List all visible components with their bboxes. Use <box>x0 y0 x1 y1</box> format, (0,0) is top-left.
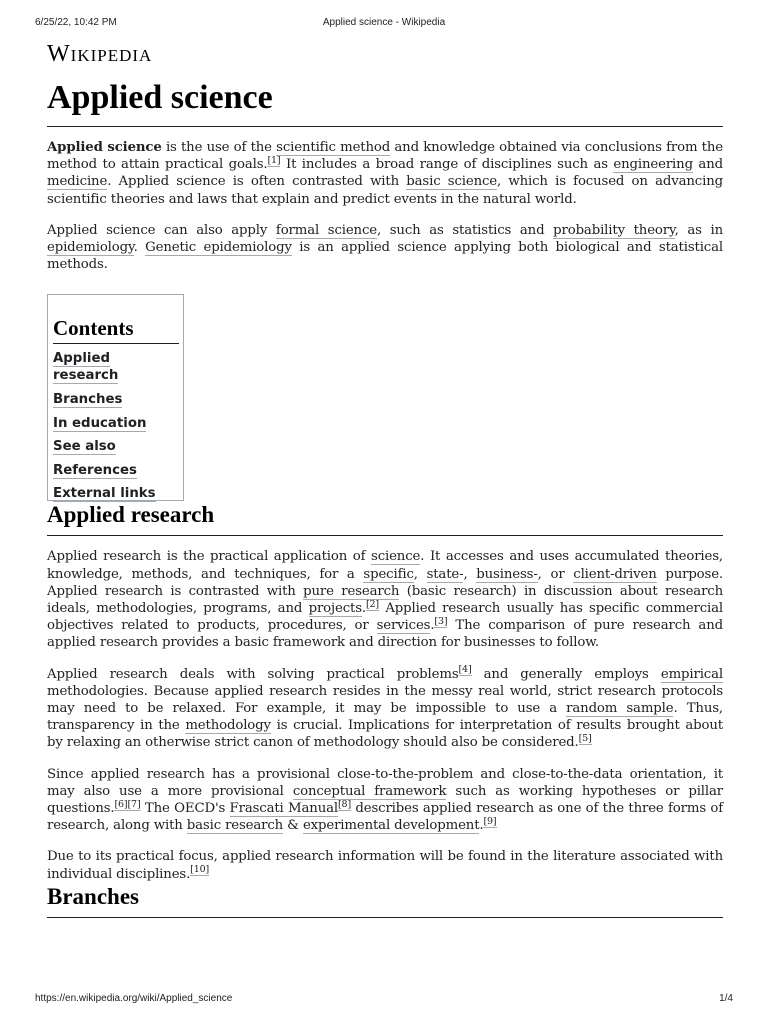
applied-research-paragraph-4 <box>47 848 723 882</box>
wikipedia-wordmark-logo[interactable]: Wikipedia <box>47 41 153 67</box>
link-science[interactable]: science <box>371 549 421 565</box>
text: (basic research) in discussion about research ideals, methodologies, programs, and <box>47 583 723 617</box>
toc-item-in-education[interactable]: In education <box>53 415 147 431</box>
table-of-contents <box>47 294 184 501</box>
title-divider <box>47 126 723 127</box>
text: & <box>283 818 303 834</box>
section-divider <box>47 535 723 536</box>
text: Applied research deals with solving practical problems <box>47 666 459 682</box>
citation-4[interactable]: [4] <box>458 664 472 676</box>
link-formal-science[interactable]: formal science <box>275 222 377 238</box>
citation-7[interactable]: [7] <box>127 798 141 810</box>
link-pure-research[interactable]: pure research <box>303 583 400 599</box>
section-heading-branches: Branches <box>47 883 139 909</box>
citation-5[interactable]: [5] <box>578 733 592 745</box>
text: . <box>430 618 435 634</box>
bold-term: Applied science <box>47 140 162 155</box>
link-frascati-manual[interactable]: Frascati Manual <box>229 801 338 817</box>
text: Applied research is the practical application of <box>47 549 372 565</box>
citation-3[interactable]: [3] <box>434 615 448 627</box>
text: . <box>133 240 146 256</box>
text: Since applied research has a provisional close-to-the-problem and close-to-the-data orientation, it may also use a more provisional <box>47 766 723 799</box>
text: is an applied science applying both biological and statistical methods. <box>47 240 723 273</box>
text: , or <box>537 566 574 582</box>
citation-6[interactable]: [6] <box>114 798 128 810</box>
toc-item-external-links[interactable]: External links <box>53 486 156 502</box>
link-specific[interactable]: specific <box>363 566 414 582</box>
text: , which is focused on advancing scientific theories and laws that explain and predict events in the natural world. <box>47 174 723 207</box>
text: . Applied science is often contrasted with <box>107 174 407 190</box>
print-url: https://en.wikipedia.org/wiki/Applied_science <box>35 993 233 1004</box>
text: Due to its practical focus, applied research information will be found in the literature associated with individual disciplines. <box>47 849 723 882</box>
link-basic-research[interactable]: basic research <box>186 818 284 834</box>
text: . It accesses and uses accumulated theories, knowledge, methods, and techniques, for a <box>47 549 723 582</box>
text: . <box>479 818 484 834</box>
text: It includes a broad range of disciplines such as <box>280 157 614 173</box>
citation-8[interactable]: [8] <box>338 798 352 810</box>
intro-paragraph-1 <box>47 139 723 208</box>
text: describes applied research as one of the three forms of research, along with <box>47 801 724 834</box>
toc-item-see-also[interactable]: See also <box>53 439 116 455</box>
toc-item-references[interactable]: References <box>53 462 137 478</box>
print-page-title: Applied science - Wikipedia <box>322 17 446 28</box>
link-genetic-epidemiology[interactable]: Genetic epidemiology <box>145 240 292 256</box>
text: , <box>413 566 427 582</box>
text: The OECD's <box>140 801 230 817</box>
text: , as in <box>674 222 723 238</box>
link-probability-theory[interactable]: probability theory <box>553 222 675 238</box>
text: , such as statistics and <box>377 222 554 238</box>
section-heading-applied-research: Applied research <box>47 502 215 528</box>
link-basic-science[interactable]: basic science <box>406 174 498 190</box>
link-methodology[interactable]: methodology <box>185 718 271 734</box>
print-page-number: 1/4 <box>719 993 733 1004</box>
print-footer <box>35 993 733 1007</box>
text: The comparison of pure research and applied research provides a basic framework and direction for businesses to follow. <box>47 618 723 651</box>
intro-paragraph-2 <box>47 222 723 274</box>
article <box>47 40 723 918</box>
applied-research-paragraph-3 <box>47 766 723 835</box>
link-empirical[interactable]: empirical <box>660 666 723 682</box>
text: , <box>463 566 477 582</box>
link-random-sample[interactable]: random sample <box>566 701 674 717</box>
link-projects[interactable]: projects <box>308 601 362 617</box>
citation-10[interactable]: [10] <box>190 864 210 876</box>
text: Applied science can also apply <box>47 222 276 238</box>
text: and knowledge obtained via conclusions from the method to attain practical goals. <box>47 140 723 173</box>
citation-9[interactable]: [9] <box>483 815 497 827</box>
print-date: 6/25/22, 10:42 PM <box>35 17 117 28</box>
link-experimental-development[interactable]: experimental development <box>302 818 480 834</box>
link-medicine[interactable]: medicine <box>47 174 108 190</box>
link-epidemiology[interactable]: epidemiology <box>47 240 134 256</box>
link-business[interactable]: business- <box>476 566 538 582</box>
text: . Thus, transparency in the <box>47 701 723 734</box>
toc-title: Contents <box>53 315 179 344</box>
text: is the use of the <box>161 140 277 155</box>
link-conceptual-framework[interactable]: conceptual framework <box>292 783 447 799</box>
link-services[interactable]: services <box>376 618 431 634</box>
text: Applied research usually has specific commercial objectives related to products, procedures, or <box>47 601 723 634</box>
section-divider <box>47 917 723 918</box>
toc-item-applied-research[interactable]: Applied research <box>53 351 119 384</box>
citation-2[interactable]: [2] <box>365 598 379 610</box>
text: is crucial. Implications for interpretation of results brought about by relaxing an otherwise strict canon of methodology should also be considered. <box>47 718 723 751</box>
page-title: Applied science <box>47 79 273 116</box>
text: . <box>361 601 366 617</box>
text: methodologies. Because applied research resides in the messy real world, strict research protocols may need to be relaxed. For example, it may be impossible to use a <box>47 683 723 717</box>
text: and <box>692 157 723 173</box>
applied-research-paragraph-2 <box>47 666 723 752</box>
link-engineering[interactable]: engineering <box>613 157 693 173</box>
text: purpose. Applied research is contrasted with <box>47 566 724 599</box>
text: and generally employs <box>471 666 661 682</box>
link-scientific-method[interactable]: scientific method <box>276 140 391 155</box>
citation-1[interactable]: [1] <box>267 154 281 166</box>
link-state[interactable]: state- <box>426 566 464 582</box>
toc-item-branches[interactable]: Branches <box>53 392 123 408</box>
print-header <box>35 17 733 31</box>
applied-research-paragraph-1 <box>47 548 723 651</box>
text: such as working hypotheses or pillar questions. <box>47 783 723 817</box>
link-client-driven[interactable]: client-driven <box>573 566 657 582</box>
